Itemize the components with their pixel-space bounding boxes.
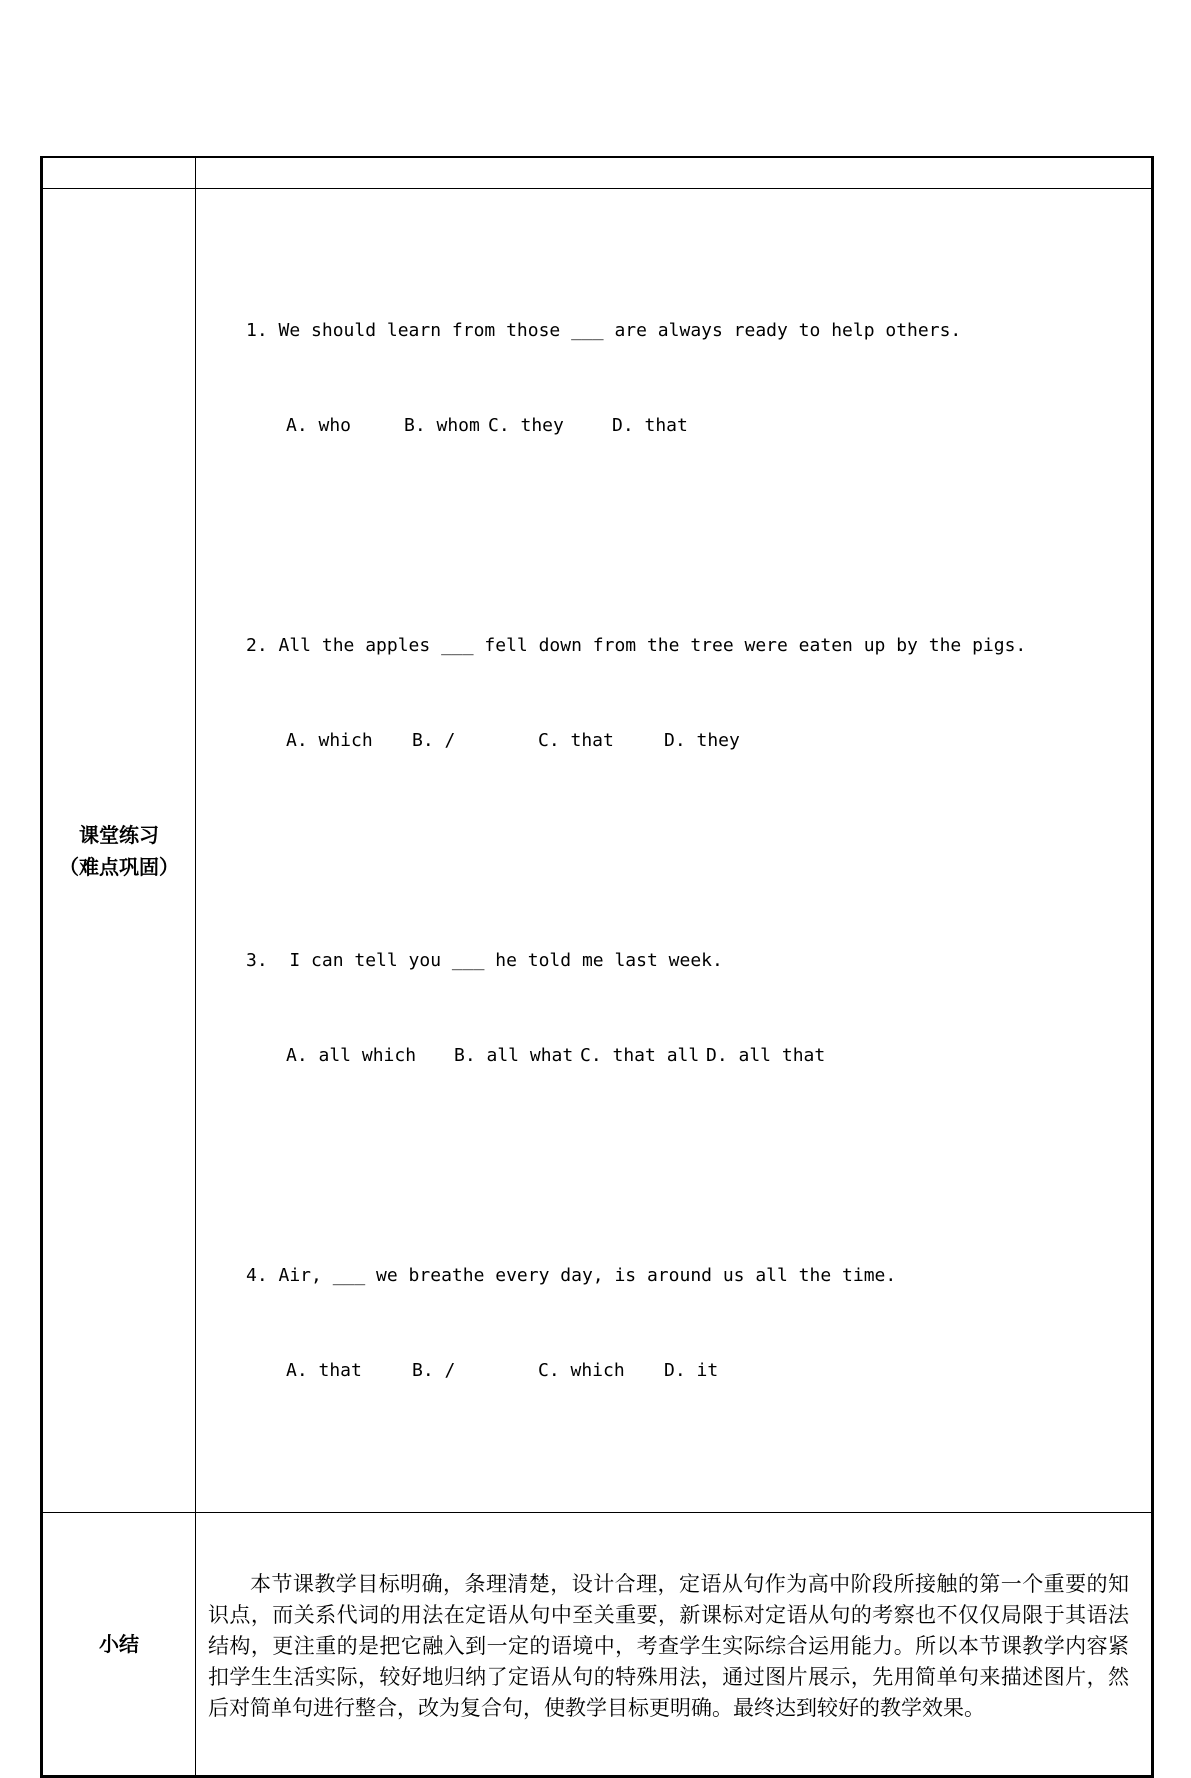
practice-row (42, 189, 1153, 1513)
question-options (246, 1355, 1151, 1387)
header-right-cell (196, 157, 1153, 189)
practice-exercise-cell (196, 189, 1153, 1513)
summary-paragraph: 本节课教学目标明确，条理清楚，设计合理，定语从句作为高中阶段所接触的第一个重要的知识点，而关系代词的用法在定语从句中至关重要，新课标对定语从句的考察也不仅仅局限于其语法结构，更注重的是把它融入到一定的语境中，考查学生实际综合运用能力。所以本节课教学内容紧扣学生生活实际，较好地归纳了定语从句的特殊用法，通过图片展示，先用简单句来描述图片，然后对简单句进行整合，改为复合句，使教学目标更明确。最终达到较好的教学效果。 (208, 1571, 1129, 1720)
question-options (246, 410, 1151, 442)
option-a: A. who (286, 414, 352, 436)
practice-label-cell (42, 189, 196, 1513)
summary-label: 小结 (99, 1632, 139, 1656)
lesson-table (40, 156, 1154, 1778)
question-stem: 1. We should learn from those ___ are always ready to help others. (246, 320, 962, 341)
question-options (246, 725, 1151, 757)
question-3 (246, 882, 1151, 1134)
header-left-cell (42, 157, 196, 189)
header-row (42, 157, 1153, 189)
question-1 (246, 252, 1151, 504)
option-b: B. / (412, 1359, 456, 1381)
option-a: A. all which (286, 1044, 417, 1066)
question-stem: 2. All the apples ___ fell down from the tree were eaten up by the pigs. (246, 635, 1027, 656)
option-b: B. / (412, 729, 456, 751)
question-stem: 3. I can tell you ___ he told me last week. (246, 950, 723, 971)
question-stem: 4. Air, ___ we breathe every day, is around us all the time. (246, 1265, 897, 1286)
option-a: A. which (286, 729, 373, 751)
option-c: C. that (538, 729, 614, 751)
option-d: D. all that (706, 1044, 826, 1066)
option-b: B. whom (404, 414, 480, 436)
option-a: A. that (286, 1359, 362, 1381)
question-4 (246, 1197, 1151, 1449)
option-d: D. it (664, 1359, 719, 1381)
question-options (246, 1040, 1151, 1072)
option-c: C. which (538, 1359, 625, 1381)
option-c: C. that all (580, 1044, 700, 1066)
summary-text-cell (196, 1513, 1153, 1777)
practice-label-line1: 课堂练习 (79, 822, 159, 847)
summary-label-cell (42, 1513, 196, 1777)
practice-label-line2: （难点巩固） (59, 854, 179, 879)
summary-row (42, 1513, 1153, 1777)
option-d: D. they (664, 729, 740, 751)
option-d: D. that (612, 414, 688, 436)
option-c: C. they (488, 414, 564, 436)
option-b: B. all what (454, 1044, 574, 1066)
question-2 (246, 567, 1151, 819)
